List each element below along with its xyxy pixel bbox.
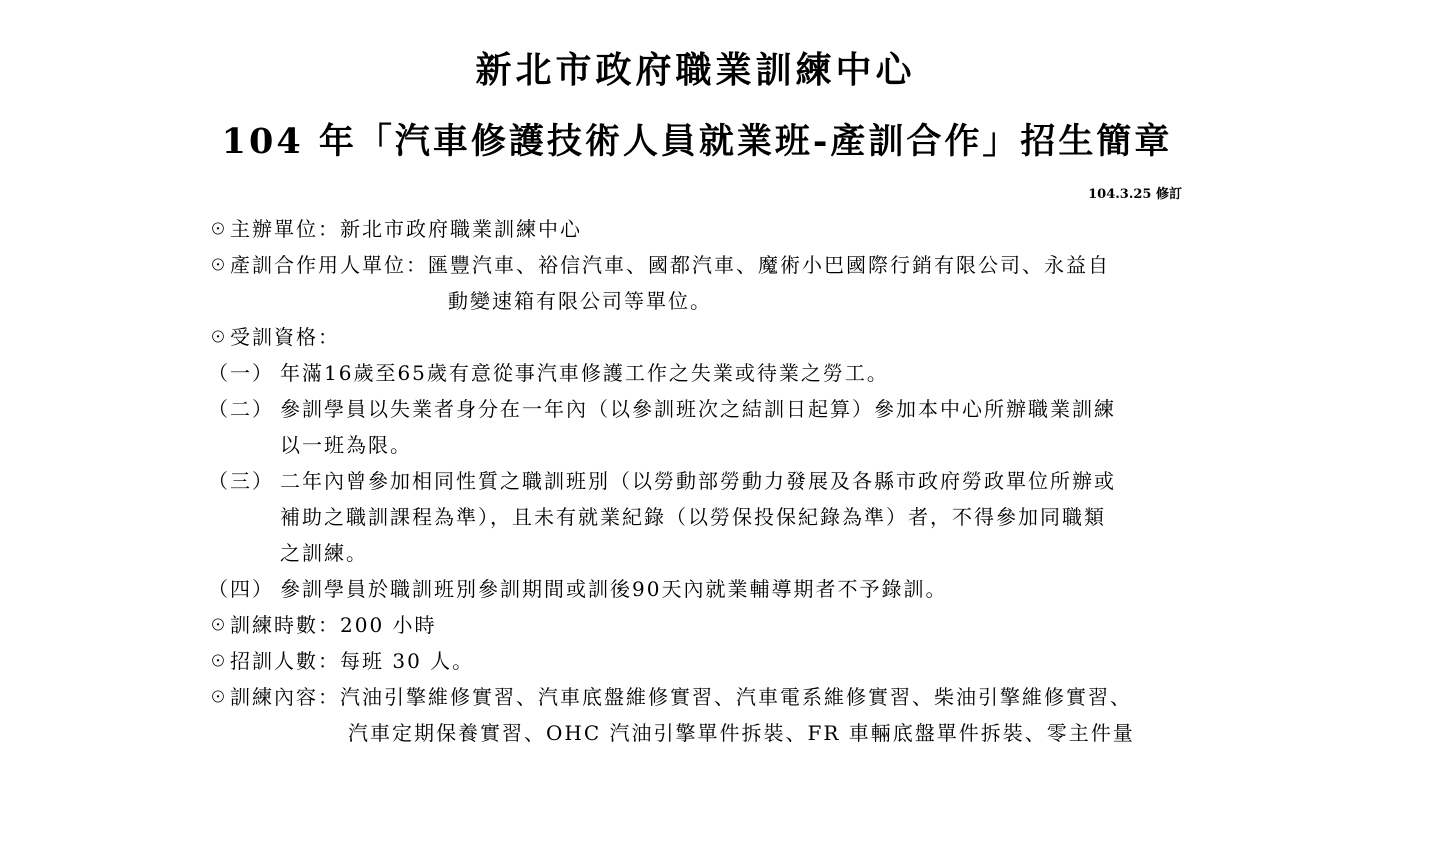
capacity-line: ☉招訓人數：每班 30 人。 bbox=[208, 649, 475, 673]
item-4-label: （四） bbox=[208, 577, 274, 601]
partners-line-2: 動變速箱有限公司等單位。 bbox=[448, 289, 712, 313]
organizer-line: ☉主辦單位：新北市政府職業訓練中心 bbox=[208, 217, 582, 241]
item-3-text-line-1: 二年內曾參加相同性質之職訓班別（以勞動部勞動力發展及各縣市政府勞政單位所辦或 bbox=[280, 469, 1116, 493]
eligibility-item-4 bbox=[208, 571, 947, 607]
content-line-1: ☉訓練內容：汽油引擎維修實習、汽車底盤維修實習、汽車電系維修實習、柴油引擎維修實習、 bbox=[208, 685, 1132, 709]
revision-date: 104.3.25 修訂 bbox=[1088, 187, 1182, 202]
item-2-text-line-1: 參訓學員以失業者身分在一年內（以參訓班次之結訓日起算）參加本中心所辦職業訓練 bbox=[280, 397, 1116, 421]
eligibility-item-2 bbox=[208, 391, 1116, 427]
item-4-text: 參訓學員於職訓班別參訓期間或訓後90天內就業輔導期者不予錄訓。 bbox=[280, 577, 948, 601]
item-2-text-line-2: 以一班為限。 bbox=[280, 433, 412, 457]
eligibility-heading: ☉受訓資格： bbox=[208, 325, 340, 349]
organization-title: 新北市政府職業訓練中心 bbox=[475, 49, 916, 91]
item-3-text-line-2: 補助之職訓課程為準），且未有就業紀錄（以勞保投保紀錄為準）者，不得參加同職類 bbox=[280, 505, 1106, 529]
item-3-text-line-3: 之訓練。 bbox=[280, 541, 368, 565]
item-1-label: （一） bbox=[208, 361, 274, 385]
item-3-label: （三） bbox=[208, 469, 274, 493]
partners-line-1: ☉產訓合作用人單位：匯豐汽車、裕信汽車、國都汽車、魔術小巴國際行銷有限公司、永益自 bbox=[208, 253, 1110, 277]
eligibility-item-1 bbox=[208, 355, 889, 391]
item-2-label: （二） bbox=[208, 397, 274, 421]
content-line-2: 汽車定期保養實習、OHC 汽油引擎單件拆裝、FR 車輛底盤單件拆裝、零主件量 bbox=[348, 721, 1135, 745]
eligibility-item-3 bbox=[208, 463, 1116, 499]
item-1-text: 年滿16歲至65歲有意從事汽車修護工作之失業或待業之勞工。 bbox=[280, 361, 889, 385]
document-title: 104 年「汽車修護技術人員就業班-產訓合作」招生簡章 bbox=[221, 121, 1173, 162]
training-hours-line: ☉訓練時數：200 小時 bbox=[208, 613, 437, 637]
